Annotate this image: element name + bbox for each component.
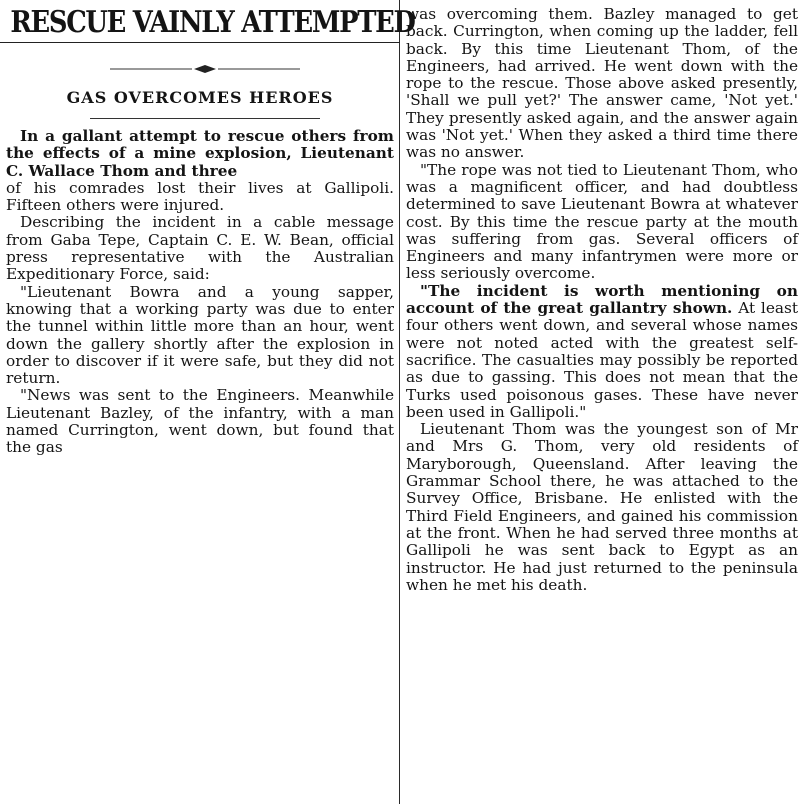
right-column-body xyxy=(406,6,798,594)
paragraph-gallantry xyxy=(406,283,798,421)
gallantry-bold-sentence: "The incident is worth mentioning on account of the great gallantry shown. xyxy=(406,281,798,318)
subheadline-rule xyxy=(90,118,320,119)
paragraph-rescue: was overcoming them. Bazley managed to get back. Currington, when coming up the ladder, fell back. By this time Lieutenant Thom, of the Engineers, had arrived. He went down with the rope to the rescue. Those above asked presently, 'Shall we pull yet?' The answer came, 'Not yet.' They presently asked again, and the answer again was 'Not yet.' When they asked a third time there was no answer. xyxy=(406,5,798,162)
headline-rule xyxy=(0,42,400,43)
paragraph-news-sent: "News was sent to the Engineers. Meanwhile Lieutenant Bazley, of the infantry, with a man named Currington, went down, but found that the gas xyxy=(6,386,394,457)
subheadline: GAS OVERCOMES HEROES xyxy=(66,88,334,107)
right-column xyxy=(406,0,800,804)
paragraph-cable-message: Describing the incident in a cable message from Gaba Tepe, Captain C. E. W. Bean, official press representative with the Australian Expeditionary Force, said: xyxy=(6,213,394,284)
lead-continuation: of his comrades lost their lives at Gallipoli. Fifteen others were injured. xyxy=(6,178,394,215)
headline: RESCUE VAINLY ATTEMPTED xyxy=(10,5,415,40)
paragraph-rope: "The rope was not tied to Lieutenant Thom, who was a magnificent officer, and had doubtless determined to save Lieutenant Bowra at whatever cost. By this time the rescue party at the mouth was suffering from gas. Several officers of Engineers and many infantrymen were more or less seriously overcome. xyxy=(406,160,798,283)
left-column-body xyxy=(6,128,394,457)
paragraph-bowra: "Lieutenant Bowra and a young sapper, knowing that a working party was due to enter the tunnel within little more than an hour, went down the gallery shortly after the explosion in order to discover if it were safe, but they did not return. xyxy=(6,282,394,388)
lead-paragraph: In a gallant attempt to rescue others from the effects of a mine explosion, Lieutenant C. Wallace Thom and three xyxy=(6,127,394,180)
paragraph-biography: Lieutenant Thom was the youngest son of Mr and Mrs G. Thom, very old residents of Maryborough, Queensland. After leaving the Grammar School there, he was attached to the Survey Office, Brisbane. He enlisted with the Third Field Engineers, and gained his commission at the front. When he had served three months at Gallipoli he was sent back to Egypt as an instructor. He had just returned to the peninsula when he met his death. xyxy=(406,420,798,594)
ornament-divider xyxy=(110,64,300,74)
gallantry-rest: At least four others went down, and several whose names were not noted acted with the greatest self-sacrifice. The casualties may possibly be reported as due to gassing. This does not mean that the Turks used poisonous gases. These have never been used in Gallipoli." xyxy=(406,299,798,421)
